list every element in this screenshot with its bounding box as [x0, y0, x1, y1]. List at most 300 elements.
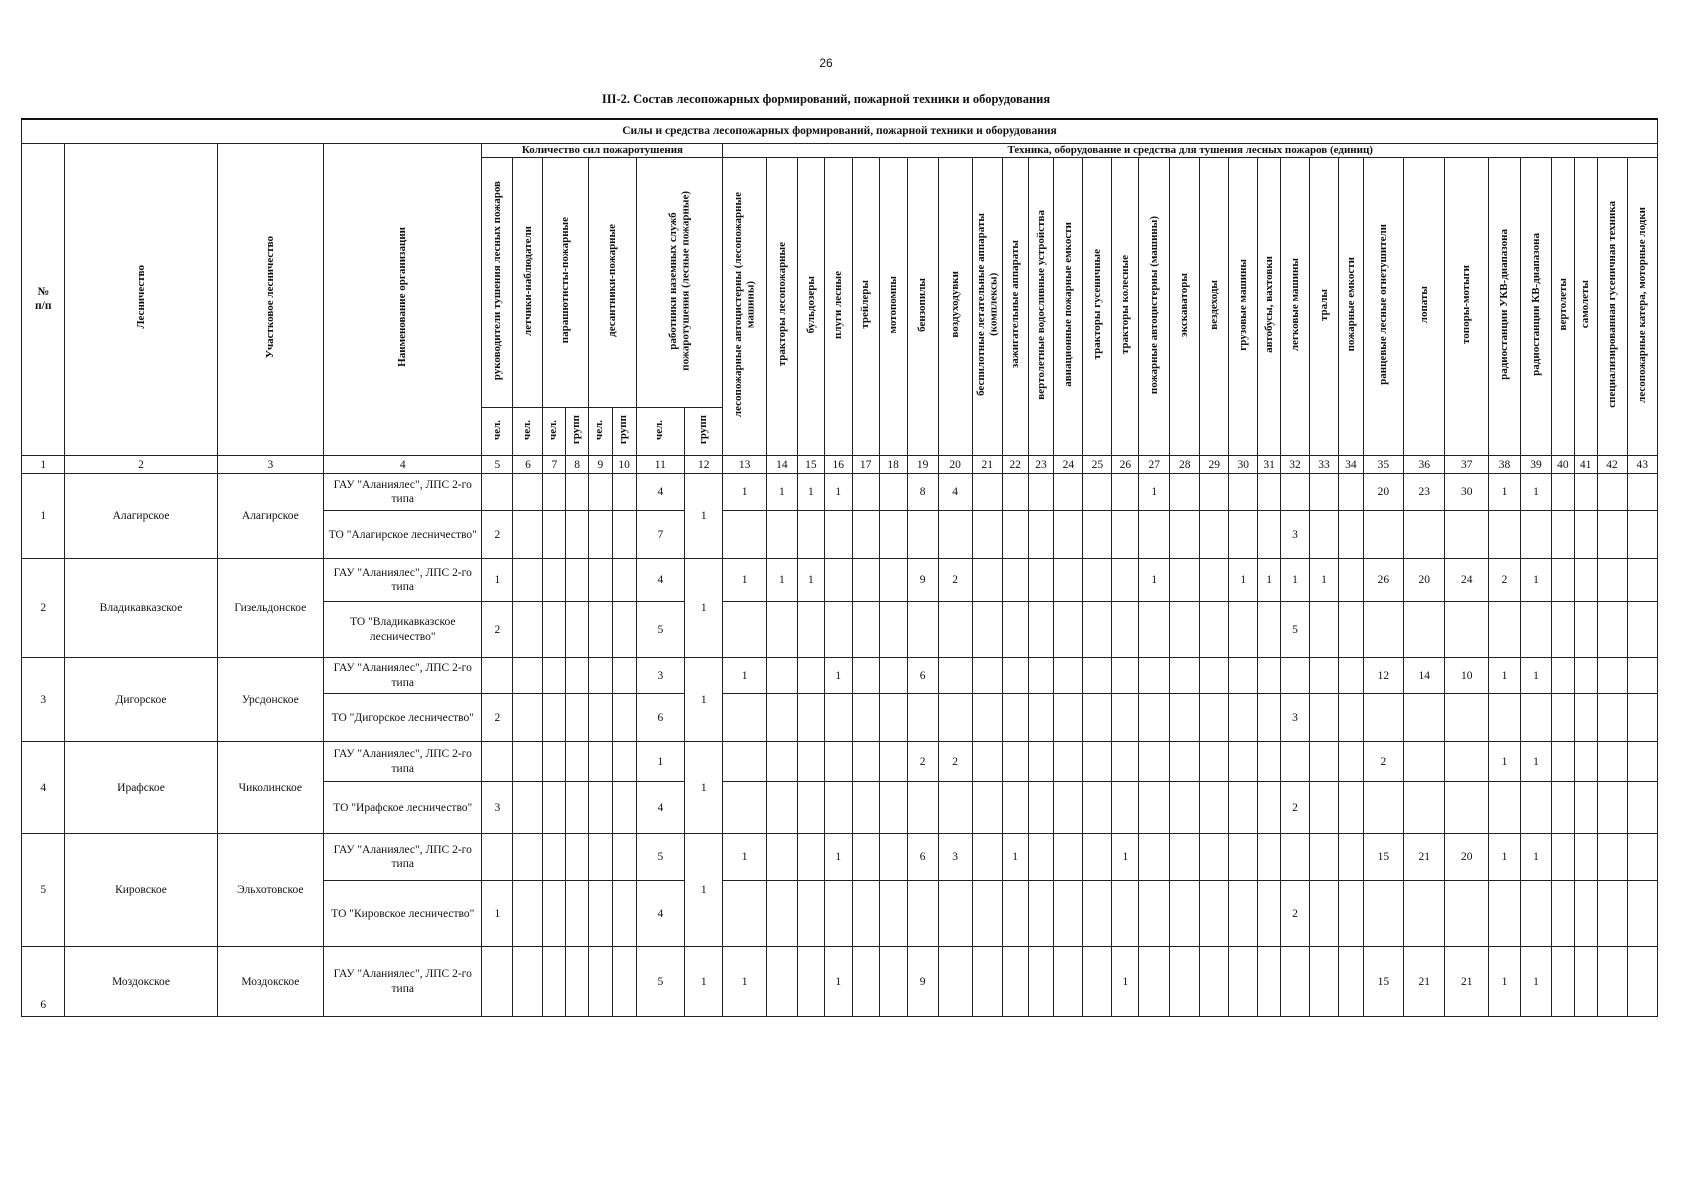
col-header-equipment — [1002, 158, 1028, 456]
cell-equipment — [1028, 474, 1054, 511]
row-district: Эльхотовское — [217, 834, 324, 947]
cell-equipment — [1574, 694, 1597, 742]
cell-leaders — [482, 474, 513, 511]
cell-equipment: 1 — [1139, 474, 1170, 511]
col-header-equipment-text: вертолеты — [1556, 278, 1569, 331]
cell-equipment — [766, 658, 797, 694]
cell-equipment — [1083, 474, 1112, 511]
col-header-observers — [513, 158, 543, 408]
cell-equipment — [1002, 881, 1028, 947]
column-number: 36 — [1404, 456, 1445, 474]
cell-equipment — [1258, 947, 1281, 1017]
cell-equipment — [1028, 782, 1054, 834]
group-header-equipment: Техника, оборудование и средства для тушения лесных пожаров (единиц) — [723, 143, 1658, 158]
row-forestry: Алагирское — [65, 474, 217, 559]
cell-equipment — [1574, 834, 1597, 881]
col-header-forestry — [65, 143, 217, 456]
cell-equipment — [1028, 947, 1054, 1017]
table-cell — [543, 511, 566, 559]
cell-equipment: 1 — [1520, 474, 1551, 511]
cell-equipment — [1574, 782, 1597, 834]
unit-header-people-text: чел. — [521, 419, 534, 440]
column-number: 39 — [1520, 456, 1551, 474]
cell-equipment — [1054, 602, 1083, 658]
row-organization: ГАУ "Аланиялес", ЛПС 2-го типа — [324, 834, 482, 881]
cell-equipment — [723, 742, 766, 782]
cell-equipment — [1552, 658, 1575, 694]
cell-equipment — [766, 947, 797, 1017]
cell-equipment — [1258, 782, 1281, 834]
row-district: Гизельдонское — [217, 559, 324, 658]
page-number: 26 — [819, 56, 833, 70]
cell-equipment — [1627, 742, 1657, 782]
table-cell — [566, 742, 589, 782]
cell-equipment — [1002, 474, 1028, 511]
cell-equipment — [1112, 694, 1139, 742]
cell-equipment — [879, 658, 907, 694]
cell-ground-groups: 1 — [685, 658, 723, 742]
cell-equipment — [852, 658, 879, 694]
col-header-equipment — [797, 158, 824, 456]
column-number: 41 — [1574, 456, 1597, 474]
cell-equipment — [1552, 947, 1575, 1017]
table-row — [22, 742, 1658, 782]
table-cell — [513, 834, 543, 881]
column-number: 38 — [1488, 456, 1520, 474]
column-number: 42 — [1597, 456, 1627, 474]
cell-equipment — [1309, 694, 1338, 742]
cell-equipment — [1552, 694, 1575, 742]
cell-ground-groups: 1 — [685, 474, 723, 559]
col-header-equipment-text: беспилотные летательные аппараты (комплексы) — [974, 213, 1000, 397]
cell-equipment — [1445, 881, 1488, 947]
unit-header-people — [588, 408, 612, 456]
cell-ground-workers: 4 — [636, 881, 685, 947]
cell-equipment — [824, 742, 852, 782]
unit-header-people — [543, 408, 566, 456]
table-cell — [566, 559, 589, 602]
cell-equipment — [972, 782, 1002, 834]
cell-equipment — [938, 511, 972, 559]
col-header-equipment — [1309, 158, 1338, 456]
unit-header-groups-text: групп — [617, 414, 630, 445]
cell-equipment — [1338, 947, 1363, 1017]
cell-equipment — [1552, 881, 1575, 947]
cell-ground-groups: 1 — [685, 834, 723, 947]
cell-equipment — [766, 782, 797, 834]
cell-equipment — [1083, 742, 1112, 782]
col-header-equipment — [1280, 158, 1309, 456]
cell-equipment: 30 — [1445, 474, 1488, 511]
col-header-num: № п/п — [22, 143, 65, 456]
unit-header-groups-text: групп — [696, 414, 709, 445]
cell-equipment — [1170, 834, 1200, 881]
column-number: 31 — [1258, 456, 1281, 474]
cell-equipment: 1 — [1488, 658, 1520, 694]
column-number: 2 — [65, 456, 217, 474]
table-cell — [588, 694, 612, 742]
cell-equipment — [1028, 834, 1054, 881]
cell-equipment — [879, 511, 907, 559]
cell-equipment — [1574, 947, 1597, 1017]
cell-equipment — [1002, 658, 1028, 694]
cell-equipment — [1200, 694, 1229, 742]
col-header-equipment-text: автобусы, вахтовки — [1262, 256, 1275, 354]
cell-equipment: 23 — [1404, 474, 1445, 511]
cell-equipment — [1229, 742, 1258, 782]
cell-equipment — [1404, 881, 1445, 947]
table-row — [22, 658, 1658, 694]
unit-header-people-text: чел. — [547, 419, 560, 440]
column-number: 3 — [217, 456, 324, 474]
cell-equipment — [907, 881, 938, 947]
cell-equipment: 1 — [1520, 834, 1551, 881]
col-header-equipment — [972, 158, 1002, 456]
cell-equipment — [1170, 947, 1200, 1017]
cell-equipment — [972, 559, 1002, 602]
cell-equipment — [1445, 782, 1488, 834]
cell-equipment — [1597, 834, 1627, 881]
cell-equipment — [1520, 694, 1551, 742]
cell-equipment — [879, 947, 907, 1017]
cell-equipment — [1404, 742, 1445, 782]
cell-equipment — [1309, 947, 1338, 1017]
col-header-equipment — [938, 158, 972, 456]
cell-equipment — [1229, 881, 1258, 947]
cell-equipment — [1445, 694, 1488, 742]
column-number: 29 — [1200, 456, 1229, 474]
unit-header-groups — [612, 408, 636, 456]
cell-equipment — [1338, 782, 1363, 834]
cell-equipment — [1597, 602, 1627, 658]
cell-equipment — [1597, 947, 1627, 1017]
cell-equipment — [1520, 602, 1551, 658]
unit-header-people — [482, 408, 513, 456]
table-cell — [612, 474, 636, 511]
cell-equipment — [1170, 694, 1200, 742]
unit-header-groups — [566, 408, 589, 456]
cell-equipment: 6 — [907, 658, 938, 694]
table-cell — [543, 947, 566, 1017]
cell-equipment — [797, 834, 824, 881]
cell-equipment — [1363, 782, 1403, 834]
col-header-equipment-text: экскаваторы — [1178, 272, 1191, 337]
cell-equipment — [766, 834, 797, 881]
row-district: Алагирское — [217, 474, 324, 559]
col-header-equipment-text: вездеходы — [1207, 279, 1220, 330]
col-header-equipment — [1627, 158, 1657, 456]
row-organization: ГАУ "Аланиялес", ЛПС 2-го типа — [324, 947, 482, 1017]
table-cell — [588, 559, 612, 602]
cell-equipment — [797, 602, 824, 658]
cell-equipment — [852, 881, 879, 947]
column-number: 1 — [22, 456, 65, 474]
col-header-equipment — [1338, 158, 1363, 456]
col-header-equipment-text: бензопилы — [916, 277, 929, 332]
column-number: 18 — [879, 456, 907, 474]
cell-equipment — [1404, 694, 1445, 742]
cell-equipment — [1083, 694, 1112, 742]
column-number: 22 — [1002, 456, 1028, 474]
cell-equipment — [1309, 658, 1338, 694]
cell-equipment — [1170, 474, 1200, 511]
cell-ground-workers: 4 — [636, 782, 685, 834]
cell-equipment — [1363, 511, 1403, 559]
table-row — [22, 947, 1658, 1017]
cell-equipment — [1002, 782, 1028, 834]
cell-equipment — [1002, 694, 1028, 742]
cell-equipment — [1363, 881, 1403, 947]
col-header-equipment-text: авиационные пожарные емкости — [1062, 222, 1075, 387]
row-organization: ТО "Кировское лесничество" — [324, 881, 482, 947]
cell-equipment — [1280, 947, 1309, 1017]
cell-equipment — [1552, 474, 1575, 511]
table-cell — [543, 782, 566, 834]
cell-equipment — [1028, 658, 1054, 694]
cell-equipment — [938, 947, 972, 1017]
col-header-district-text: Участковое лесничество — [264, 236, 276, 359]
col-header-equipment-text: специализированная гусеничная техника — [1605, 201, 1618, 408]
cell-ground-workers: 6 — [636, 694, 685, 742]
column-number: 24 — [1054, 456, 1083, 474]
cell-equipment — [1170, 602, 1200, 658]
cell-equipment — [907, 694, 938, 742]
cell-equipment: 20 — [1404, 559, 1445, 602]
cell-equipment — [1229, 947, 1258, 1017]
cell-equipment: 2 — [1488, 559, 1520, 602]
column-number: 23 — [1028, 456, 1054, 474]
cell-equipment — [1363, 602, 1403, 658]
forces-equipment-table — [21, 118, 1658, 1017]
cell-equipment: 12 — [1363, 658, 1403, 694]
cell-equipment — [1258, 474, 1281, 511]
cell-equipment: 1 — [766, 559, 797, 602]
column-number: 19 — [907, 456, 938, 474]
cell-equipment — [824, 881, 852, 947]
row-organization: ТО "Алагирское лесничество" — [324, 511, 482, 559]
cell-equipment — [1258, 602, 1281, 658]
row-organization: ГАУ "Аланиялес", ЛПС 2-го типа — [324, 658, 482, 694]
col-header-organization — [324, 143, 482, 456]
col-header-equipment — [824, 158, 852, 456]
col-header-equipment — [1404, 158, 1445, 456]
cell-equipment — [1229, 782, 1258, 834]
cell-equipment: 1 — [723, 658, 766, 694]
cell-equipment — [1083, 602, 1112, 658]
cell-equipment: 1 — [723, 834, 766, 881]
cell-equipment — [723, 694, 766, 742]
table-cell — [566, 782, 589, 834]
cell-equipment — [1002, 559, 1028, 602]
cell-equipment: 3 — [1280, 511, 1309, 559]
cell-equipment — [1280, 474, 1309, 511]
cell-equipment — [1574, 658, 1597, 694]
cell-equipment: 20 — [1445, 834, 1488, 881]
cell-equipment — [938, 881, 972, 947]
cell-equipment — [1627, 782, 1657, 834]
cell-equipment — [1112, 511, 1139, 559]
cell-ground-groups: 1 — [685, 947, 723, 1017]
cell-equipment: 21 — [1404, 834, 1445, 881]
cell-equipment — [1054, 742, 1083, 782]
cell-leaders — [482, 658, 513, 694]
cell-equipment — [1170, 658, 1200, 694]
cell-equipment — [972, 742, 1002, 782]
col-header-equipment — [1028, 158, 1054, 456]
column-number: 13 — [723, 456, 766, 474]
cell-equipment: 1 — [1139, 559, 1170, 602]
cell-equipment — [1054, 834, 1083, 881]
column-number: 32 — [1280, 456, 1309, 474]
cell-equipment — [766, 511, 797, 559]
col-header-equipment-text: лопаты — [1417, 285, 1430, 324]
cell-equipment: 26 — [1363, 559, 1403, 602]
cell-ground-workers: 5 — [636, 834, 685, 881]
cell-equipment — [852, 602, 879, 658]
col-header-equipment-text: лесопожарные катера, моторные лодки — [1635, 206, 1648, 403]
cell-equipment — [907, 782, 938, 834]
col-header-equipment — [1363, 158, 1403, 456]
cell-equipment — [1309, 742, 1338, 782]
row-forestry: Дигорское — [65, 658, 217, 742]
cell-equipment — [1002, 947, 1028, 1017]
row-number: 2 — [22, 559, 65, 658]
cell-equipment — [879, 474, 907, 511]
cell-equipment — [1028, 742, 1054, 782]
cell-equipment: 1 — [797, 559, 824, 602]
cell-equipment — [1258, 742, 1281, 782]
col-header-equipment — [1170, 158, 1200, 456]
cell-equipment — [1404, 782, 1445, 834]
cell-equipment: 24 — [1445, 559, 1488, 602]
cell-equipment — [879, 782, 907, 834]
cell-equipment — [766, 742, 797, 782]
cell-equipment: 1 — [723, 947, 766, 1017]
cell-equipment — [1445, 511, 1488, 559]
col-header-equipment — [852, 158, 879, 456]
cell-equipment — [852, 559, 879, 602]
cell-equipment — [1200, 782, 1229, 834]
unit-header-people — [513, 408, 543, 456]
cell-leaders: 2 — [482, 511, 513, 559]
table-cell — [513, 602, 543, 658]
cell-equipment — [852, 947, 879, 1017]
col-header-equipment — [879, 158, 907, 456]
row-organization: ТО "Владикавказское лесничество" — [324, 602, 482, 658]
cell-equipment — [1229, 511, 1258, 559]
cell-equipment — [1170, 742, 1200, 782]
table-cell — [513, 474, 543, 511]
cell-equipment — [1280, 742, 1309, 782]
cell-ground-workers: 5 — [636, 947, 685, 1017]
cell-equipment — [879, 602, 907, 658]
cell-equipment — [766, 881, 797, 947]
cell-equipment — [797, 511, 824, 559]
cell-ground-workers: 5 — [636, 602, 685, 658]
cell-equipment — [972, 474, 1002, 511]
cell-equipment — [1258, 511, 1281, 559]
cell-equipment — [852, 742, 879, 782]
table-cell — [513, 658, 543, 694]
cell-equipment — [1627, 694, 1657, 742]
cell-equipment — [1309, 881, 1338, 947]
cell-equipment — [1028, 694, 1054, 742]
col-header-equipment — [1258, 158, 1281, 456]
cell-equipment — [1139, 947, 1170, 1017]
column-number: 8 — [566, 456, 589, 474]
table-cell — [612, 602, 636, 658]
col-header-equipment — [1445, 158, 1488, 456]
cell-equipment — [1309, 782, 1338, 834]
cell-leaders — [482, 947, 513, 1017]
table-cell — [543, 474, 566, 511]
cell-equipment — [766, 602, 797, 658]
column-number: 7 — [543, 456, 566, 474]
cell-equipment — [1597, 694, 1627, 742]
cell-equipment — [852, 834, 879, 881]
col-header-equipment-text: тракторы колесные — [1119, 254, 1131, 355]
column-number: 25 — [1083, 456, 1112, 474]
table-cell — [566, 694, 589, 742]
column-number: 4 — [324, 456, 482, 474]
cell-equipment: 20 — [1363, 474, 1403, 511]
col-header-leaders-text: руководители тушения лесных пожаров — [491, 180, 504, 381]
table-cell — [612, 881, 636, 947]
cell-equipment — [1338, 511, 1363, 559]
cell-equipment — [723, 602, 766, 658]
col-header-equipment — [723, 158, 766, 456]
cell-equipment: 2 — [1363, 742, 1403, 782]
cell-equipment: 1 — [1520, 559, 1551, 602]
cell-equipment — [1054, 559, 1083, 602]
table-cell — [612, 834, 636, 881]
cell-equipment — [1002, 602, 1028, 658]
column-number: 9 — [588, 456, 612, 474]
cell-equipment — [1139, 658, 1170, 694]
cell-equipment: 1 — [797, 474, 824, 511]
cell-equipment: 1 — [824, 834, 852, 881]
col-header-parachutists — [543, 158, 589, 408]
col-header-organization-text: Наименование организации — [396, 227, 409, 368]
table-cell — [543, 881, 566, 947]
table-cell — [513, 511, 543, 559]
cell-equipment — [1200, 834, 1229, 881]
cell-equipment — [1597, 742, 1627, 782]
row-organization: ТО "Дигорское лесничество" — [324, 694, 482, 742]
cell-equipment — [1597, 881, 1627, 947]
col-header-equipment — [907, 158, 938, 456]
table-cell — [588, 658, 612, 694]
cell-equipment — [1200, 602, 1229, 658]
cell-equipment: 1 — [1280, 559, 1309, 602]
cell-equipment — [938, 782, 972, 834]
col-header-equipment-text: тракторы гусеничные — [1091, 249, 1104, 360]
cell-equipment — [824, 559, 852, 602]
cell-equipment: 1 — [1309, 559, 1338, 602]
column-number: 26 — [1112, 456, 1139, 474]
cell-equipment — [1627, 474, 1657, 511]
cell-equipment — [1574, 474, 1597, 511]
cell-ground-workers: 4 — [636, 559, 685, 602]
cell-equipment — [1488, 511, 1520, 559]
cell-equipment — [1363, 694, 1403, 742]
cell-equipment — [1083, 559, 1112, 602]
cell-equipment — [1002, 511, 1028, 559]
cell-equipment: 2 — [1280, 881, 1309, 947]
cell-equipment — [972, 694, 1002, 742]
column-number: 35 — [1363, 456, 1403, 474]
cell-equipment — [1139, 881, 1170, 947]
